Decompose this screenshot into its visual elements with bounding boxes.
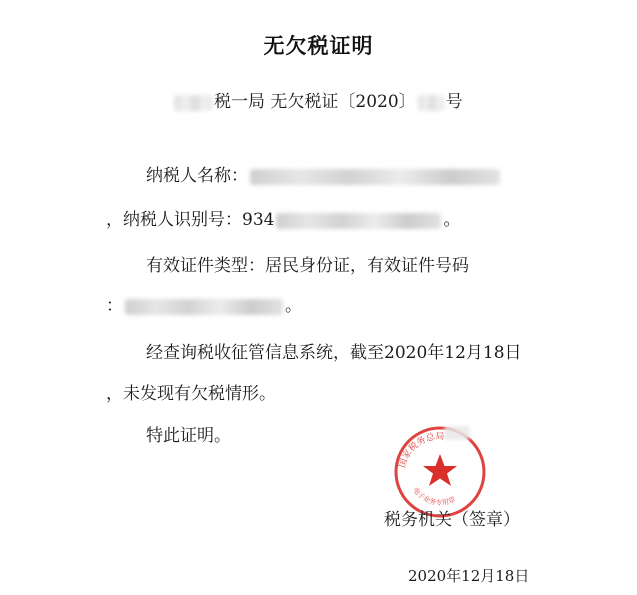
taxpayer-name-line: [146, 164, 502, 188]
closing-line: 特此证明。: [146, 426, 231, 446]
certificate-number-line: [172, 90, 463, 114]
redacted-taxpayer-id: [276, 213, 441, 229]
redacted-taxpayer-name: [250, 169, 500, 185]
official-seal: [384, 420, 494, 520]
redacted-seal-region: [444, 426, 470, 440]
seal-bottom-text: 电子业务专用章: [410, 486, 457, 507]
id-number-line: [106, 294, 302, 318]
star-icon: [423, 454, 457, 486]
redacted-certificate-number: [418, 95, 444, 111]
result-line: ，未发现有欠税情形。: [106, 384, 276, 404]
taxpayer-id-line: [106, 208, 460, 232]
id-type-line: 有效证件类型：居民身份证，有效证件号码: [146, 256, 469, 276]
certificate-number-text: 税一局 无欠税证〔2020〕: [214, 92, 416, 112]
id-number-label: ：: [106, 296, 123, 316]
id-number-suffix: 。: [285, 296, 302, 316]
redacted-bureau-name: [174, 95, 212, 111]
issue-date: 2020年12月18日: [408, 567, 530, 585]
certificate-number-suffix: 号: [445, 92, 463, 112]
issuing-authority-signature: 税务机关（签章）: [384, 510, 520, 530]
query-line: 经查询税收征管信息系统，截至2020年12月18日: [146, 343, 522, 363]
taxpayer-id-visible: 934: [242, 210, 275, 230]
seal-top-text: 国家税务总局: [397, 431, 445, 470]
redacted-id-number: [125, 299, 283, 315]
document-title: 无欠税证明: [263, 34, 374, 58]
taxpayer-id-suffix: 。: [443, 210, 461, 230]
taxpayer-id-label: ，纳税人识别号：: [106, 210, 242, 230]
seal-graphic: [384, 420, 494, 520]
taxpayer-name-label: 纳税人名称：: [146, 166, 248, 186]
